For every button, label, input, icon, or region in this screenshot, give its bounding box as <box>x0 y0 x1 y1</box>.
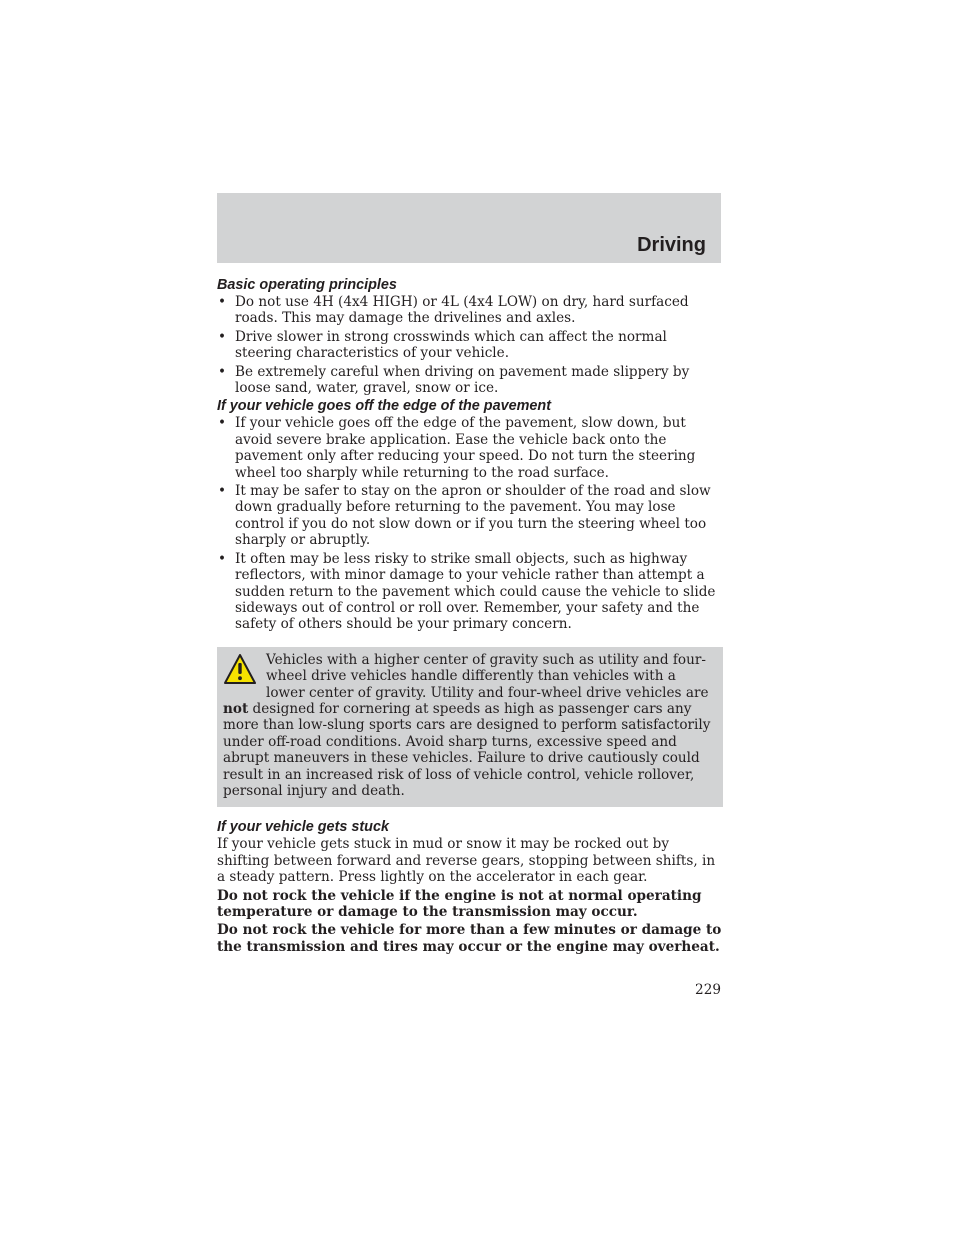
page-content <box>217 276 723 957</box>
off-edge-list <box>217 415 723 632</box>
bullet-icon: • <box>218 363 227 380</box>
list-item-text: It may be safer to stay on the apron or shoulder of the road and slow down gradually before returning to the pavement. You may lose control if you do not slow down or if you turn the steering wheel too sharply or abruptly. <box>235 483 711 549</box>
list-item-text: Drive slower in strong crosswinds which can affect the normal steering characteristics of your vehicle. <box>235 328 667 362</box>
off-edge-heading: If your vehicle goes off the edge of the pavement <box>217 398 551 415</box>
basic-principles-list <box>217 294 723 396</box>
list-item <box>217 551 723 633</box>
warning-text-after: designed for cornering at speeds as high as passenger cars any more than low-slung sports cars are designed to perform satisfactorily under off-road conditions. Avoid sharp turns, excessive speed and abrupt maneuvers in these vehicles. Failure to drive cautiously could result in an increased risk of loss of vehicle control, vehicle rollover, personal injury and death. <box>223 700 711 799</box>
list-item <box>217 329 723 362</box>
bullet-icon: • <box>218 550 227 567</box>
list-item <box>217 294 723 327</box>
warning-box <box>217 647 723 808</box>
stuck-paragraph: If your vehicle gets stuck in mud or snow it may be rocked out by shifting between forward and reverse gears, stopping between shifts, in a steady pattern. Press lightly on the accelerator in each gear. <box>217 836 716 886</box>
bullet-icon: • <box>218 483 227 500</box>
list-item <box>217 415 723 481</box>
chapter-header-band <box>217 193 721 263</box>
stuck-caution-1: Do not rock the vehicle if the engine is not at normal operating temperature or damage to the transmission may occur. <box>217 887 702 920</box>
list-item-text: Do not use 4H (4x4 HIGH) or 4L (4x4 LOW) on dry, hard surfaced roads. This may damage the drivelines and axles. <box>235 294 689 327</box>
warning-text-bold: not <box>223 700 249 717</box>
warning-triangle-icon <box>223 653 257 685</box>
warning-text-before: Vehicles with a higher center of gravity such as utility and four-wheel drive vehicles handle differently than vehicles with a lower center of gravity. Utility and four-wheel drive vehicles are <box>266 651 709 701</box>
list-item-text: Be extremely careful when driving on pavement made slippery by loose sand, water, gravel, snow or ice. <box>235 363 690 397</box>
bullet-icon: • <box>218 294 227 310</box>
basic-principles-heading: Basic operating principles <box>217 277 397 293</box>
list-item-text: If your vehicle goes off the edge of the pavement, slow down, but avoid severe brake application. Ease the vehicle back onto the pavement only after reducing your speed. Do not turn the steering wheel too sharply while returning to the road surface. <box>235 415 696 481</box>
stuck-caution-2: Do not rock the vehicle for more than a few minutes or damage to the transmission and tires may occur or the engine may overheat. <box>217 922 722 955</box>
list-item <box>217 483 723 549</box>
bullet-icon: • <box>218 328 227 345</box>
chapter-title: Driving <box>637 234 706 256</box>
bullet-icon: • <box>218 415 227 432</box>
list-item-text: It often may be less risky to strike small objects, such as highway reflectors, with minor damage to your vehicle rather than attempt a sudden return to the pavement which could cause the vehicle to slide sideways out of control or roll over. Remember, your safety and the safety of others should be your primary concern. <box>235 550 716 633</box>
stuck-heading: If your vehicle gets stuck <box>217 819 389 836</box>
list-item <box>217 364 723 397</box>
page-number: 229 <box>695 982 721 998</box>
